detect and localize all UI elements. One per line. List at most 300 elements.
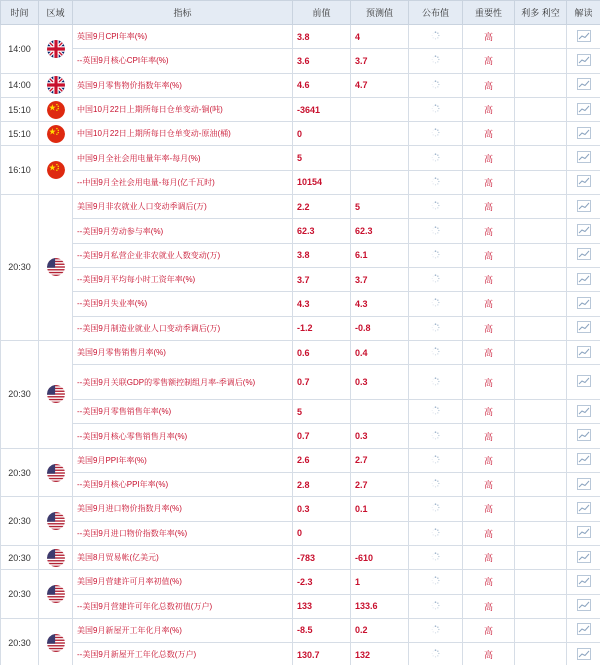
loading-spinner-icon <box>431 530 440 539</box>
actual-value <box>409 25 463 49</box>
indicator-name[interactable]: 美国9月PPI年率(%) <box>73 448 293 472</box>
previous-value: 0.3 <box>293 497 351 521</box>
indicator-name[interactable]: 美国9月进口物价指数月率(%) <box>73 497 293 521</box>
importance-level: 高 <box>463 424 515 448</box>
forecast-value: 0.2 <box>351 618 409 642</box>
previous-value: 10154 <box>293 170 351 194</box>
table-row[interactable] <box>1 243 600 267</box>
header-time: 时间 <box>1 1 39 25</box>
forecast-value: 1 <box>351 570 409 594</box>
loading-spinner-icon <box>431 228 440 237</box>
bull-bear-indicator <box>515 73 567 97</box>
previous-value: 130.7 <box>293 643 351 665</box>
loading-spinner-icon <box>431 433 440 442</box>
chart-line-icon[interactable] <box>577 478 591 492</box>
forecast-value <box>351 122 409 146</box>
indicator-name[interactable]: 美国9月非农就业人口变动季调后(万) <box>73 195 293 219</box>
forecast-value: 133.6 <box>351 594 409 618</box>
table-row[interactable] <box>1 643 600 665</box>
actual-value <box>409 570 463 594</box>
bull-bear-indicator <box>515 195 567 219</box>
forecast-value: 132 <box>351 643 409 665</box>
forecast-value: -610 <box>351 545 409 569</box>
header-forecast: 预测值 <box>351 1 409 25</box>
bull-bear-indicator <box>515 49 567 73</box>
table-row[interactable] <box>1 448 600 472</box>
interpret-cell[interactable] <box>567 170 600 194</box>
interpret-cell[interactable] <box>567 448 600 472</box>
forecast-value: 0.4 <box>351 340 409 364</box>
chart-line-icon[interactable] <box>577 78 591 92</box>
indicator-name[interactable]: --美国9月劳动参与率(%) <box>73 219 293 243</box>
indicator-name[interactable]: 英国9月CPI年率(%) <box>73 25 293 49</box>
bull-bear-indicator <box>515 267 567 291</box>
interpret-cell[interactable] <box>567 73 600 97</box>
indicator-name[interactable]: --美国9月零售销售年率(%) <box>73 400 293 424</box>
indicator-name[interactable]: --美国9月进口物价指数年率(%) <box>73 521 293 545</box>
previous-value: 133 <box>293 594 351 618</box>
table-row[interactable] <box>1 545 600 569</box>
chart-line-icon[interactable] <box>577 103 591 117</box>
actual-value <box>409 618 463 642</box>
chart-line-icon[interactable] <box>577 526 591 540</box>
actual-value <box>409 243 463 267</box>
interpret-cell[interactable] <box>567 97 600 121</box>
interpret-cell[interactable] <box>567 497 600 521</box>
previous-value: 0.7 <box>293 424 351 448</box>
chart-line-icon[interactable] <box>577 375 591 389</box>
forecast-value: 2.7 <box>351 473 409 497</box>
forecast-value <box>351 170 409 194</box>
previous-value: 4.3 <box>293 292 351 316</box>
table-row[interactable] <box>1 316 600 340</box>
bull-bear-indicator <box>515 400 567 424</box>
actual-value <box>409 267 463 291</box>
loading-spinner-icon <box>431 33 440 42</box>
actual-value <box>409 545 463 569</box>
loading-spinner-icon <box>431 130 440 139</box>
actual-value <box>409 448 463 472</box>
table-row[interactable] <box>1 618 600 642</box>
interpret-cell[interactable] <box>567 643 600 665</box>
importance-level: 高 <box>463 219 515 243</box>
forecast-value: 0.3 <box>351 424 409 448</box>
indicator-name[interactable]: --美国9月失业率(%) <box>73 292 293 316</box>
table-row[interactable] <box>1 424 600 448</box>
table-row[interactable] <box>1 25 600 49</box>
actual-value <box>409 316 463 340</box>
header-importance: 重要性 <box>463 1 515 25</box>
table-row[interactable] <box>1 340 600 364</box>
bull-bear-indicator <box>515 643 567 665</box>
loading-spinner-icon <box>431 481 440 490</box>
chart-line-icon[interactable] <box>577 321 591 335</box>
importance-level: 高 <box>463 340 515 364</box>
table-row[interactable] <box>1 497 600 521</box>
chart-line-icon[interactable] <box>577 224 591 238</box>
previous-value: 2.6 <box>293 448 351 472</box>
bull-bear-indicator <box>515 25 567 49</box>
actual-value <box>409 146 463 170</box>
forecast-value: 3.7 <box>351 267 409 291</box>
bull-bear-indicator <box>515 545 567 569</box>
loading-spinner-icon <box>431 554 440 563</box>
chart-line-icon[interactable] <box>577 453 591 467</box>
actual-value <box>409 73 463 97</box>
bull-bear-indicator <box>515 170 567 194</box>
event-time: 15:10 <box>1 97 39 121</box>
event-time: 20:30 <box>1 618 39 665</box>
chart-line-icon[interactable] <box>577 151 591 165</box>
loading-spinner-icon <box>431 627 440 636</box>
chart-line-icon[interactable] <box>577 502 591 516</box>
interpret-cell[interactable] <box>567 25 600 49</box>
event-time: 20:30 <box>1 545 39 569</box>
indicator-name[interactable]: 美国9月营建许可月率初值(%) <box>73 570 293 594</box>
forecast-value: 4 <box>351 25 409 49</box>
header-indicator: 指标 <box>73 1 293 25</box>
indicator-name[interactable]: --美国9月平均每小时工资年率(%) <box>73 267 293 291</box>
bull-bear-indicator <box>515 340 567 364</box>
forecast-value: 62.3 <box>351 219 409 243</box>
chart-line-icon[interactable] <box>577 429 591 443</box>
bull-bear-indicator <box>515 497 567 521</box>
indicator-name[interactable]: 中国10月22日上期所每日仓单变动-铜(吨) <box>73 97 293 121</box>
indicator-name[interactable]: 中国10月22日上期所每日仓单变动-原油(桶) <box>73 122 293 146</box>
chart-line-icon[interactable] <box>577 127 591 141</box>
bull-bear-indicator <box>515 97 567 121</box>
loading-spinner-icon <box>431 379 440 388</box>
indicator-name[interactable]: 美国9月零售销售月率(%) <box>73 340 293 364</box>
chart-line-icon[interactable] <box>577 273 591 287</box>
loading-spinner-icon <box>431 155 440 164</box>
bull-bear-indicator <box>515 473 567 497</box>
table-row[interactable] <box>1 170 600 194</box>
table-row[interactable] <box>1 400 600 424</box>
importance-level: 高 <box>463 146 515 170</box>
us-flag-icon <box>47 512 65 530</box>
indicator-name[interactable]: --美国9月新屋开工年化总数(万户) <box>73 643 293 665</box>
bull-bear-indicator <box>515 219 567 243</box>
table-row[interactable] <box>1 219 600 243</box>
cn-flag-icon <box>47 161 65 179</box>
previous-value: -783 <box>293 545 351 569</box>
table-row[interactable] <box>1 122 600 146</box>
uk-flag-icon <box>47 40 65 58</box>
indicator-name[interactable]: 美国8月贸易帐(亿美元) <box>73 545 293 569</box>
chart-line-icon[interactable] <box>577 551 591 565</box>
loading-spinner-icon <box>431 651 440 660</box>
table-row[interactable] <box>1 594 600 618</box>
forecast-value: 0.3 <box>351 365 409 400</box>
event-time: 14:00 <box>1 73 39 97</box>
previous-value: 3.7 <box>293 267 351 291</box>
interpret-cell[interactable] <box>567 521 600 545</box>
previous-value: 4.6 <box>293 73 351 97</box>
actual-value <box>409 97 463 121</box>
loading-spinner-icon <box>431 252 440 261</box>
table-body <box>1 25 600 665</box>
table-row[interactable] <box>1 195 600 219</box>
loading-spinner-icon <box>431 106 440 115</box>
cn-flag-icon <box>47 125 65 143</box>
loading-spinner-icon <box>431 276 440 285</box>
forecast-value: 4.3 <box>351 292 409 316</box>
importance-level: 高 <box>463 97 515 121</box>
chart-line-icon[interactable] <box>577 623 591 637</box>
loading-spinner-icon <box>431 578 440 587</box>
region-flag <box>39 448 73 497</box>
interpret-cell[interactable] <box>567 316 600 340</box>
us-flag-icon <box>47 258 65 276</box>
importance-level: 高 <box>463 570 515 594</box>
forecast-value: 2.7 <box>351 448 409 472</box>
indicator-name[interactable]: 英国9月零售物价指数年率(%) <box>73 73 293 97</box>
region-flag <box>39 618 73 665</box>
loading-spinner-icon <box>431 57 440 66</box>
actual-value <box>409 340 463 364</box>
bull-bear-indicator <box>515 122 567 146</box>
loading-spinner-icon <box>431 203 440 212</box>
interpret-cell[interactable] <box>567 365 600 400</box>
importance-level: 高 <box>463 594 515 618</box>
forecast-value: 6.1 <box>351 243 409 267</box>
event-time: 20:30 <box>1 448 39 497</box>
event-time: 20:30 <box>1 195 39 341</box>
importance-level: 高 <box>463 195 515 219</box>
indicator-name[interactable]: --美国9月营建许可年化总数初值(万户) <box>73 594 293 618</box>
actual-value <box>409 170 463 194</box>
importance-level: 高 <box>463 400 515 424</box>
importance-level: 高 <box>463 643 515 665</box>
indicator-name[interactable]: --美国9月关联GDP的零售额控制组月率-季调后(%) <box>73 365 293 400</box>
region-flag <box>39 73 73 97</box>
interpret-cell[interactable] <box>567 219 600 243</box>
actual-value <box>409 400 463 424</box>
event-time: 20:30 <box>1 570 39 619</box>
uk-flag-icon <box>47 76 65 94</box>
chart-line-icon[interactable] <box>577 648 591 662</box>
importance-level: 高 <box>463 473 515 497</box>
bull-bear-indicator <box>515 618 567 642</box>
header-previous: 前值 <box>293 1 351 25</box>
actual-value <box>409 473 463 497</box>
table-row[interactable] <box>1 97 600 121</box>
table-row[interactable] <box>1 365 600 400</box>
chart-line-icon[interactable] <box>577 346 591 360</box>
bull-bear-indicator <box>515 365 567 400</box>
bull-bear-indicator <box>515 243 567 267</box>
bull-bear-indicator <box>515 521 567 545</box>
previous-value: 0.7 <box>293 365 351 400</box>
actual-value <box>409 521 463 545</box>
table-row[interactable] <box>1 292 600 316</box>
interpret-cell[interactable] <box>567 267 600 291</box>
region-flag <box>39 122 73 146</box>
header-interpret: 解读 <box>567 1 600 25</box>
chart-line-icon[interactable] <box>577 297 591 311</box>
us-flag-icon <box>47 549 65 567</box>
actual-value <box>409 365 463 400</box>
actual-value <box>409 424 463 448</box>
previous-value: 62.3 <box>293 219 351 243</box>
interpret-cell[interactable] <box>567 122 600 146</box>
us-flag-icon <box>47 385 65 403</box>
forecast-value <box>351 400 409 424</box>
bull-bear-indicator <box>515 424 567 448</box>
chart-line-icon[interactable] <box>577 200 591 214</box>
chart-line-icon[interactable] <box>577 405 591 419</box>
event-time: 14:00 <box>1 25 39 74</box>
previous-value: -2.3 <box>293 570 351 594</box>
previous-value: 0.6 <box>293 340 351 364</box>
previous-value: 2.2 <box>293 195 351 219</box>
table-row[interactable] <box>1 521 600 545</box>
event-time: 15:10 <box>1 122 39 146</box>
event-time: 20:30 <box>1 497 39 546</box>
importance-level: 高 <box>463 292 515 316</box>
actual-value <box>409 195 463 219</box>
interpret-cell[interactable] <box>567 292 600 316</box>
forecast-value: 5 <box>351 195 409 219</box>
indicator-name[interactable]: --美国9月私营企业非农就业人数变动(万) <box>73 243 293 267</box>
us-flag-icon <box>47 634 65 652</box>
region-flag <box>39 340 73 448</box>
chart-line-icon[interactable] <box>577 30 591 44</box>
importance-level: 高 <box>463 448 515 472</box>
previous-value: -1.2 <box>293 316 351 340</box>
importance-level: 高 <box>463 521 515 545</box>
table-row[interactable] <box>1 570 600 594</box>
loading-spinner-icon <box>431 325 440 334</box>
header-region: 区域 <box>39 1 73 25</box>
previous-value: -8.5 <box>293 618 351 642</box>
actual-value <box>409 594 463 618</box>
interpret-cell[interactable] <box>567 195 600 219</box>
table-row[interactable] <box>1 49 600 73</box>
table-row[interactable] <box>1 73 600 97</box>
importance-level: 高 <box>463 122 515 146</box>
loading-spinner-icon <box>431 603 440 612</box>
importance-level: 高 <box>463 25 515 49</box>
previous-value: 3.8 <box>293 243 351 267</box>
region-flag <box>39 97 73 121</box>
previous-value: 5 <box>293 400 351 424</box>
table-header <box>1 1 600 25</box>
forecast-value <box>351 521 409 545</box>
previous-value: 3.6 <box>293 49 351 73</box>
region-flag <box>39 545 73 569</box>
interpret-cell[interactable] <box>567 618 600 642</box>
loading-spinner-icon <box>431 349 440 358</box>
actual-value <box>409 292 463 316</box>
previous-value: 2.8 <box>293 473 351 497</box>
chart-line-icon[interactable] <box>577 54 591 68</box>
previous-value: 0 <box>293 521 351 545</box>
chart-line-icon[interactable] <box>577 575 591 589</box>
table-row[interactable] <box>1 267 600 291</box>
table-row[interactable] <box>1 146 600 170</box>
forecast-value: 0.1 <box>351 497 409 521</box>
previous-value: 5 <box>293 146 351 170</box>
us-flag-icon <box>47 585 65 603</box>
loading-spinner-icon <box>431 179 440 188</box>
actual-value <box>409 219 463 243</box>
loading-spinner-icon <box>431 457 440 466</box>
importance-level: 高 <box>463 267 515 291</box>
chart-line-icon[interactable] <box>577 175 591 189</box>
indicator-name[interactable]: --美国9月核心PPI年率(%) <box>73 473 293 497</box>
indicator-name[interactable]: --美国9月制造业就业人口变动季调后(万) <box>73 316 293 340</box>
interpret-cell[interactable] <box>567 570 600 594</box>
forecast-value: -0.8 <box>351 316 409 340</box>
interpret-cell[interactable] <box>567 49 600 73</box>
indicator-name[interactable]: --中国9月全社会用电量-每月(亿千瓦时) <box>73 170 293 194</box>
bull-bear-indicator <box>515 594 567 618</box>
region-flag <box>39 497 73 546</box>
importance-level: 高 <box>463 170 515 194</box>
importance-level: 高 <box>463 73 515 97</box>
importance-level: 高 <box>463 243 515 267</box>
importance-level: 高 <box>463 316 515 340</box>
bull-bear-indicator <box>515 448 567 472</box>
header-actual: 公布值 <box>409 1 463 25</box>
indicator-name[interactable]: --英国9月核心CPI年率(%) <box>73 49 293 73</box>
bull-bear-indicator <box>515 316 567 340</box>
forecast-value <box>351 146 409 170</box>
bull-bear-indicator <box>515 146 567 170</box>
loading-spinner-icon <box>431 408 440 417</box>
previous-value: 3.8 <box>293 25 351 49</box>
actual-value <box>409 122 463 146</box>
event-time: 20:30 <box>1 340 39 448</box>
actual-value <box>409 49 463 73</box>
previous-value: 0 <box>293 122 351 146</box>
indicator-name[interactable]: --美国9月核心零售销售月率(%) <box>73 424 293 448</box>
forecast-value <box>351 97 409 121</box>
interpret-cell[interactable] <box>567 545 600 569</box>
interpret-cell[interactable] <box>567 400 600 424</box>
chart-line-icon[interactable] <box>577 248 591 262</box>
chart-line-icon[interactable] <box>577 599 591 613</box>
interpret-cell[interactable] <box>567 473 600 497</box>
indicator-name[interactable]: 美国9月新屋开工年化月率(%) <box>73 618 293 642</box>
region-flag <box>39 195 73 341</box>
actual-value <box>409 497 463 521</box>
importance-level: 高 <box>463 365 515 400</box>
interpret-cell[interactable] <box>567 424 600 448</box>
interpret-cell[interactable] <box>567 243 600 267</box>
event-time: 16:10 <box>1 146 39 195</box>
importance-level: 高 <box>463 49 515 73</box>
region-flag <box>39 146 73 195</box>
us-flag-icon <box>47 464 65 482</box>
importance-level: 高 <box>463 497 515 521</box>
forecast-value: 3.7 <box>351 49 409 73</box>
cn-flag-icon <box>47 101 65 119</box>
interpret-cell[interactable] <box>567 146 600 170</box>
indicator-name[interactable]: 中国9月全社会用电量年率-每月(%) <box>73 146 293 170</box>
loading-spinner-icon <box>431 300 440 309</box>
previous-value: -3641 <box>293 97 351 121</box>
header-bull-bear: 利多 利空 <box>515 1 567 25</box>
forecast-value: 4.7 <box>351 73 409 97</box>
bull-bear-indicator <box>515 570 567 594</box>
loading-spinner-icon <box>431 82 440 91</box>
table-row[interactable] <box>1 473 600 497</box>
interpret-cell[interactable] <box>567 594 600 618</box>
interpret-cell[interactable] <box>567 340 600 364</box>
